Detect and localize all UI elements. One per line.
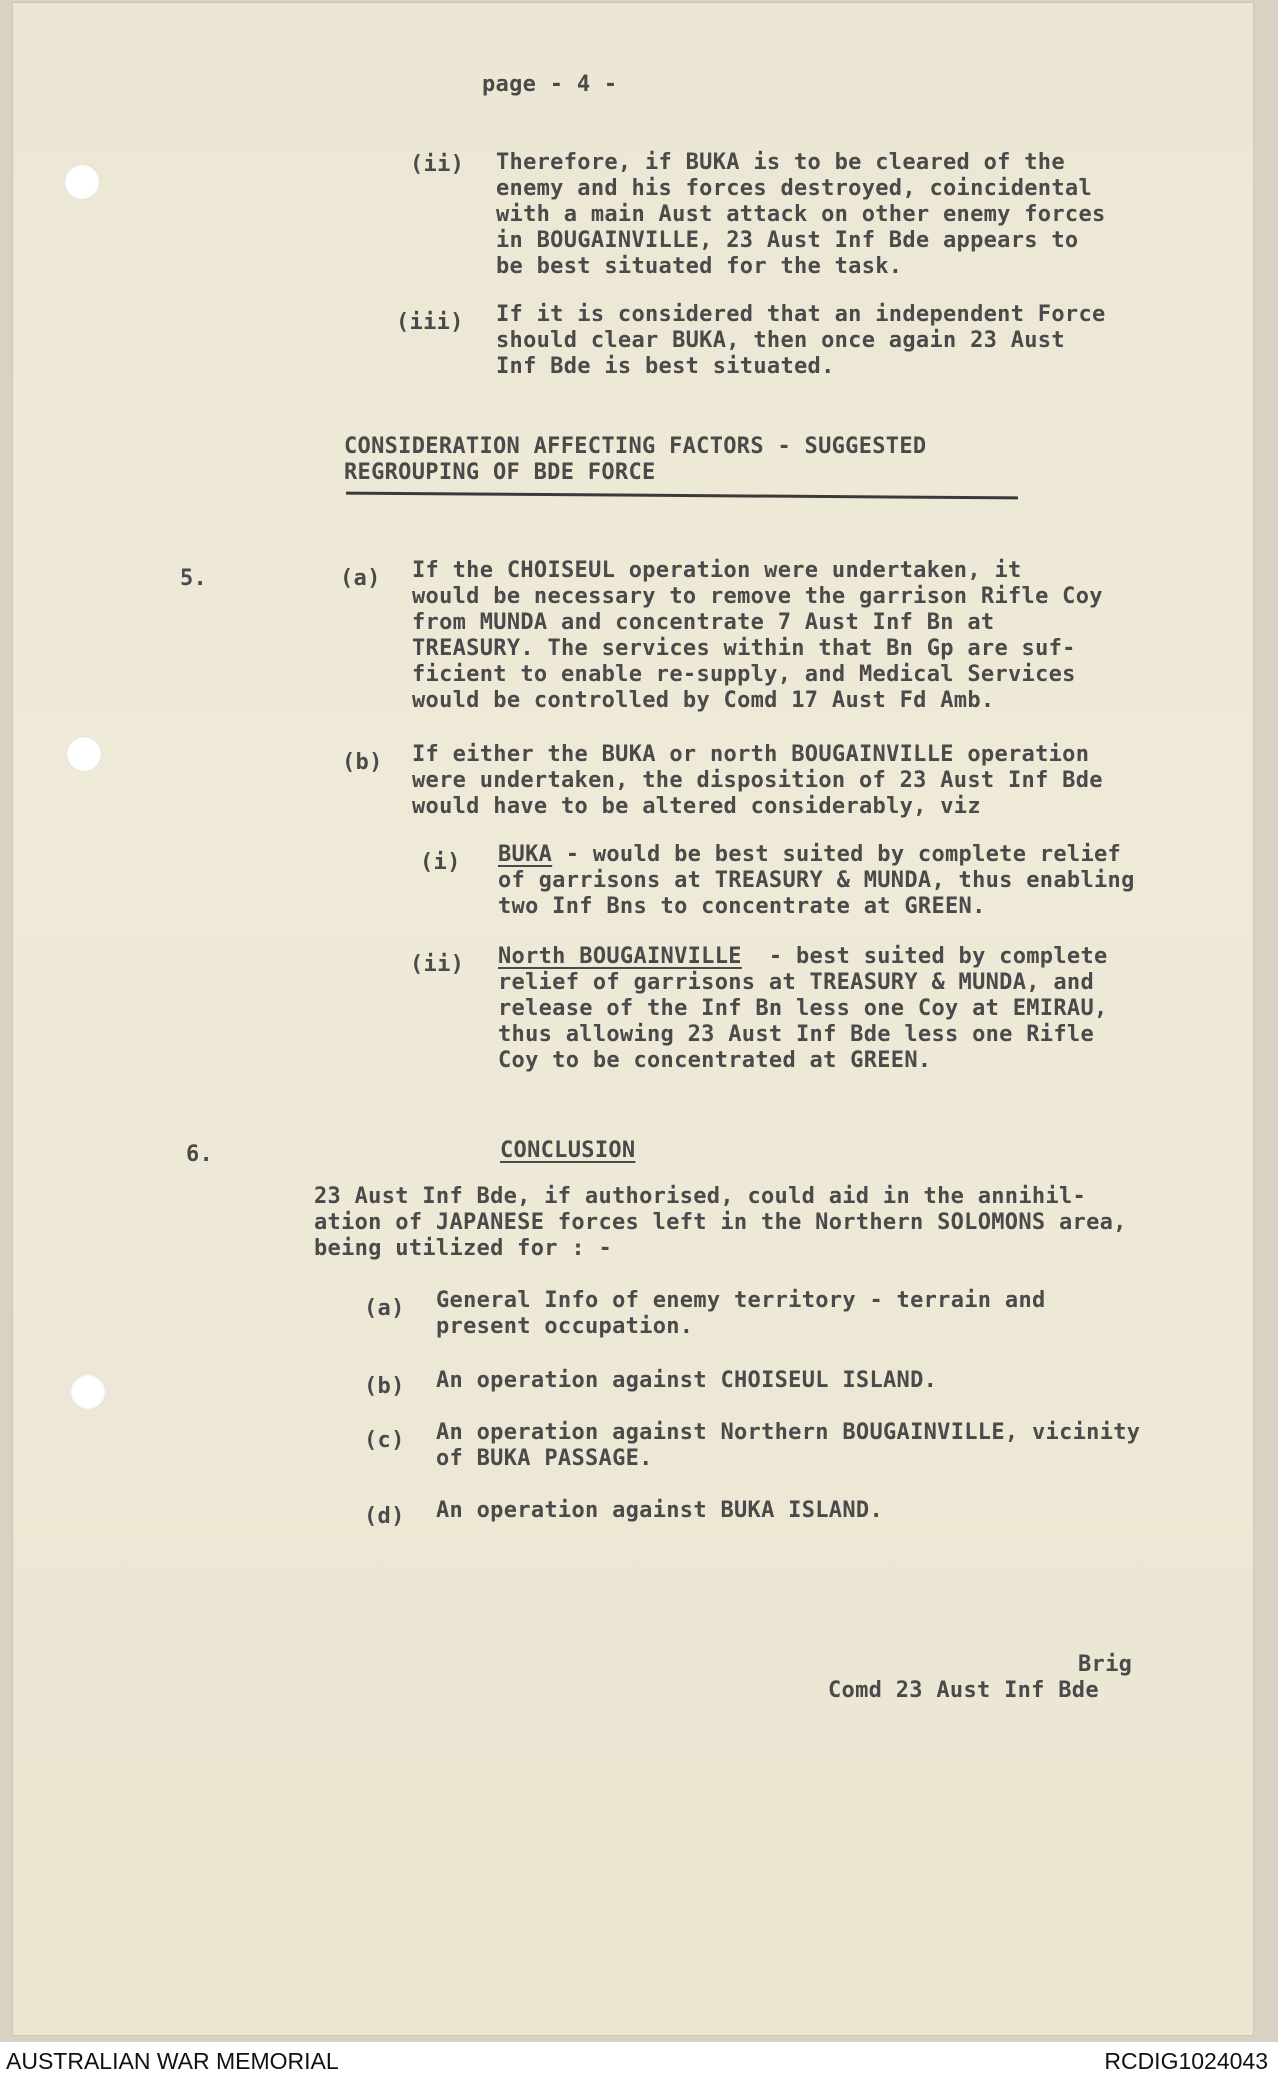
conclusion-item-label: (a) xyxy=(364,1296,405,1321)
conclusion-item-label: (c) xyxy=(364,1428,405,1453)
item-ii-line: Therefore, if BUKA is to be cleared of the xyxy=(496,150,1065,175)
item-b-ii-underlined: North BOUGAINVILLE xyxy=(498,944,742,969)
item-b-i-underlined: BUKA xyxy=(498,842,553,867)
document-page xyxy=(12,2,1254,2036)
conclusion-intro-line: ation of JAPANESE forces left in the Northern SOLOMONS area, xyxy=(314,1210,1127,1235)
signature-title: Comd 23 Aust Inf Bde xyxy=(828,1678,1099,1703)
item-a-line: If the CHOISEUL operation were undertaken, it xyxy=(412,558,1022,583)
item-iii-line: should clear BUKA, then once again 23 Aust xyxy=(496,328,1065,353)
conclusion-heading: CONCLUSION xyxy=(500,1138,636,1163)
item-a-label: (a) xyxy=(340,566,381,591)
punch-hole xyxy=(64,164,100,200)
item-a-line: ficient to enable re-supply, and Medical Services xyxy=(412,662,1076,687)
item-b-ii-line: thus allowing 23 Aust Inf Bde less one Rifle xyxy=(498,1022,1094,1047)
conclusion-item-line: An operation against CHOISEUL ISLAND. xyxy=(436,1368,938,1393)
punch-hole xyxy=(70,1374,106,1410)
signature-rank: Brig xyxy=(1078,1652,1133,1677)
item-a-line: from MUNDA and concentrate 7 Aust Inf Bn at xyxy=(412,610,995,635)
item-b-ii-first-rest: - best suited by complete xyxy=(741,944,1108,969)
item-ii-line: enemy and his forces destroyed, coincidental xyxy=(496,176,1092,201)
item-b-i-first-line xyxy=(498,842,1121,868)
item-iii-label: (iii) xyxy=(396,310,464,335)
conclusion-item-label: (b) xyxy=(364,1374,405,1399)
para-6-number: 6. xyxy=(186,1142,214,1167)
conclusion-item-label: (d) xyxy=(364,1504,405,1529)
conclusion-intro-line: being utilized for : - xyxy=(314,1236,612,1261)
item-a-line: TREASURY. The services within that Bn Gp are suf- xyxy=(412,636,1076,661)
section-heading-line-1: CONSIDERATION AFFECTING FACTORS - SUGGESTED xyxy=(344,434,927,459)
item-a-line: would be necessary to remove the garrison Rifle Coy xyxy=(412,584,1103,609)
item-b-i-label: (i) xyxy=(420,850,461,875)
item-b-i-line: two Inf Bns to concentrate at GREEN. xyxy=(498,894,986,919)
item-b-ii-line: Coy to be concentrated at GREEN. xyxy=(498,1048,932,1073)
section-heading-line-2: REGROUPING OF BDE FORCE xyxy=(344,460,656,485)
item-b-line: would have to be altered considerably, viz xyxy=(412,794,981,819)
conclusion-item-line: An operation against Northern BOUGAINVILLE, vicinity xyxy=(436,1420,1141,1445)
item-ii-label: (ii) xyxy=(410,152,465,177)
item-ii-line: in BOUGAINVILLE, 23 Aust Inf Bde appears to xyxy=(496,228,1079,253)
item-iii-line: If it is considered that an independent Force xyxy=(496,302,1106,327)
heading-underline xyxy=(346,492,1018,500)
item-b-ii-line: relief of garrisons at TREASURY & MUNDA, and xyxy=(498,970,1094,995)
conclusion-item-line: present occupation. xyxy=(436,1314,694,1339)
item-b-ii-label: (ii) xyxy=(410,952,465,977)
conclusion-item-line: An operation against BUKA ISLAND. xyxy=(436,1498,883,1523)
footer-item-id: RCDIG1024043 xyxy=(1104,2048,1268,2074)
item-b-ii-first-line xyxy=(498,944,1108,970)
item-ii-line: with a main Aust attack on other enemy forces xyxy=(496,202,1106,227)
page-number-header: page - 4 - xyxy=(482,72,618,97)
item-b-i-line: of garrisons at TREASURY & MUNDA, thus enabling xyxy=(498,868,1135,893)
footer-archive-name: AUSTRALIAN WAR MEMORIAL xyxy=(6,2048,339,2074)
item-b-line: were undertaken, the disposition of 23 Aust Inf Bde xyxy=(412,768,1103,793)
item-ii-line: be best situated for the task. xyxy=(496,254,903,279)
conclusion-item-line: of BUKA PASSAGE. xyxy=(436,1446,653,1471)
item-b-line: If either the BUKA or north BOUGAINVILLE operation xyxy=(412,742,1090,767)
item-b-label: (b) xyxy=(342,750,383,775)
item-b-i-first-rest: - would be best suited by complete relief xyxy=(552,842,1122,867)
para-5-number: 5. xyxy=(180,566,208,591)
item-a-line: would be controlled by Comd 17 Aust Fd Amb. xyxy=(412,688,995,713)
item-iii-line: Inf Bde is best situated. xyxy=(496,354,835,379)
conclusion-item-line: General Info of enemy territory - terrain and xyxy=(436,1288,1046,1313)
item-b-ii-line: release of the Inf Bn less one Coy at EMIRAU, xyxy=(498,996,1108,1021)
conclusion-intro-line: 23 Aust Inf Bde, if authorised, could aid in the annihil- xyxy=(314,1184,1087,1209)
punch-hole xyxy=(66,736,102,772)
